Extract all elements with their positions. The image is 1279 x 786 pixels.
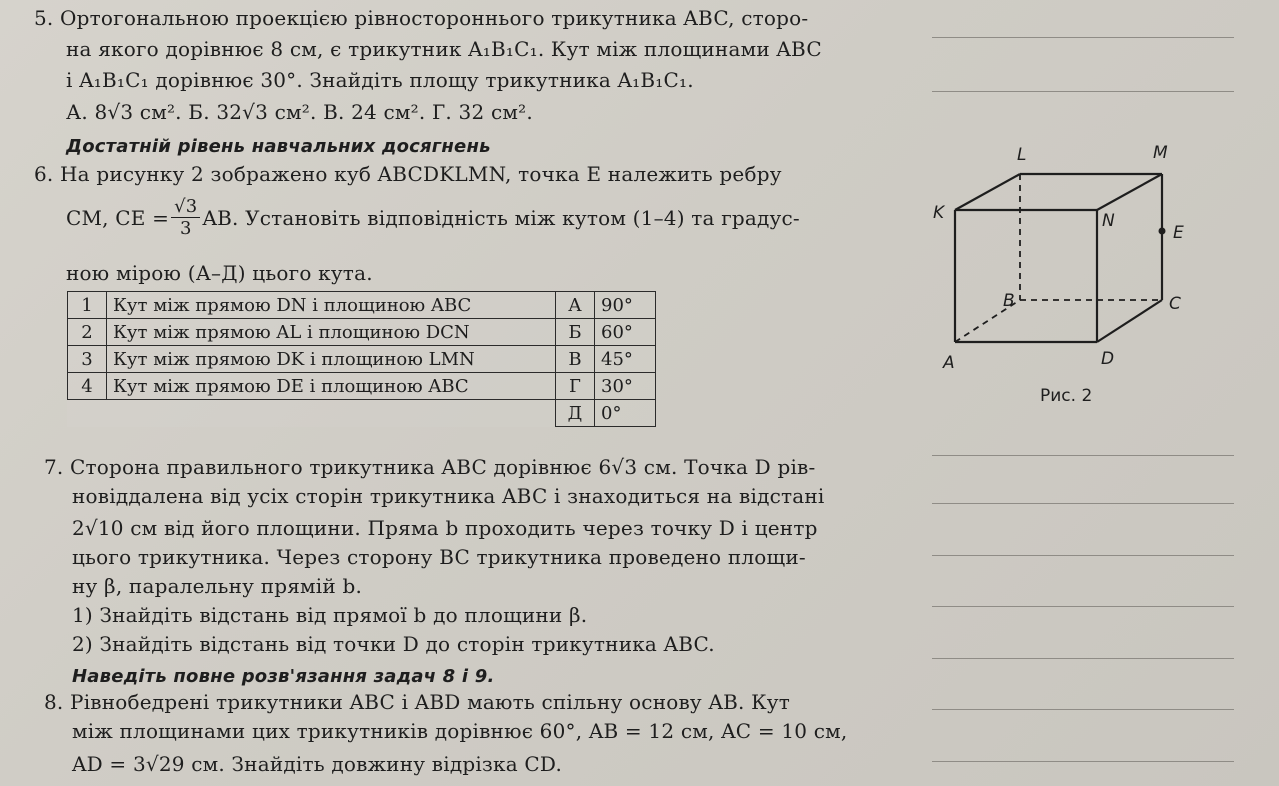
task6-line2-pre: CM, CE = xyxy=(66,205,170,230)
label-L: L xyxy=(1017,145,1027,165)
task5-answers: А. 8√3 см². Б. 32√3 см². В. 24 см². Г. 32 см². xyxy=(66,100,533,124)
question-cell: Кут між прямою DK і площиною LMN xyxy=(107,346,556,373)
edge-KL xyxy=(955,174,1020,210)
answer-value-cell: 30° xyxy=(595,373,656,400)
task7-line7: 2) Знайдіть відстань від точки D до сторін трикутника ABC. xyxy=(72,632,715,656)
question-cell: Кут між прямою DE і площиною ABC xyxy=(107,373,556,400)
ce-fraction xyxy=(171,196,200,239)
task7-line6: 1) Знайдіть відстань від прямої b до площини β. xyxy=(72,603,588,627)
answer-rule xyxy=(932,761,1234,762)
answer-rule xyxy=(932,606,1234,607)
task6-line2-post: AB. Установіть відповідність між кутом (1–4) та градус- xyxy=(202,205,800,230)
task8-line2: між площинами цих трикутників дорівнює 60°, AB = 12 см, AC = 10 см, xyxy=(72,719,848,743)
table-row xyxy=(68,292,656,319)
label-E: E xyxy=(1173,223,1184,243)
question-cell xyxy=(107,400,556,427)
label-D: D xyxy=(1101,349,1115,369)
label-M: M xyxy=(1153,143,1168,163)
task6-line1: 6. На рисунку 2 зображено куб ABCDKLMN, точка E належить ребру xyxy=(34,162,782,186)
cube-figure xyxy=(925,138,1225,418)
table-row xyxy=(68,319,656,346)
table-row xyxy=(68,346,656,373)
task6-line3: ною мірою (А–Д) цього кута. xyxy=(66,261,373,285)
task7-line2: новіддалена від усіх сторін трикутника ABC і знаходиться на відстані xyxy=(72,484,825,508)
question-cell: Кут між прямою AL і площиною DCN xyxy=(107,319,556,346)
task8-line1: 8. Рівнобедрені трикутники ABC і ABD мають спільну основу AB. Кут xyxy=(44,690,791,714)
label-K: K xyxy=(933,203,945,223)
table-row xyxy=(68,400,656,427)
point-E xyxy=(1159,228,1166,235)
table-row xyxy=(68,373,656,400)
row-number-cell: 3 xyxy=(68,346,107,373)
answer-rule xyxy=(932,91,1234,92)
answer-rule xyxy=(932,503,1234,504)
answer-rule xyxy=(932,658,1234,659)
label-B: B xyxy=(1003,291,1015,311)
level-heading: Достатній рівень навчальних досягнень xyxy=(66,136,491,157)
answer-letter-cell: Г xyxy=(556,373,595,400)
label-A: A xyxy=(943,353,955,373)
answer-value-cell: 90° xyxy=(595,292,656,319)
fraction-numerator: √3 xyxy=(171,196,200,218)
task5-line2: на якого дорівнює 8 см, є трикутник A₁B₁C₁. Кут між площинами ABC xyxy=(66,37,822,61)
fraction-denominator: 3 xyxy=(179,218,192,239)
answer-letter-cell: В xyxy=(556,346,595,373)
answer-letter-cell: Д xyxy=(556,400,595,427)
answer-letter-cell: Б xyxy=(556,319,595,346)
matching-table xyxy=(67,291,656,427)
answer-value-cell: 60° xyxy=(595,319,656,346)
row-number-cell: 2 xyxy=(68,319,107,346)
answer-rule xyxy=(932,37,1234,38)
task8-line3: AD = 3√29 см. Знайдіть довжину відрізка CD. xyxy=(72,752,563,776)
task7-line4: цього трикутника. Через сторону BC трикутника проведено площи- xyxy=(72,545,806,569)
figure-caption: Рис. 2 xyxy=(1040,386,1093,406)
task6-line2 xyxy=(66,196,800,239)
label-N: N xyxy=(1102,211,1115,231)
task7-line3: 2√10 см від його площини. Пряма b проходить через точку D і центр xyxy=(72,516,818,540)
answer-rule xyxy=(932,709,1234,710)
instruction: Наведіть повне розв'язання задач 8 і 9. xyxy=(72,666,495,687)
row-number-cell: 1 xyxy=(68,292,107,319)
row-number-cell: 4 xyxy=(68,373,107,400)
answer-letter-cell: А xyxy=(556,292,595,319)
answer-value-cell: 0° xyxy=(595,400,656,427)
label-C: C xyxy=(1169,294,1181,314)
edge-NM xyxy=(1097,174,1162,210)
task7-line5: ну β, паралельну прямій b. xyxy=(72,574,363,598)
question-cell: Кут між прямою DN і площиною ABC xyxy=(107,292,556,319)
task5-line1: 5. Ортогональною проекцією рівностороннього трикутника ABC, сторо- xyxy=(34,6,809,30)
row-number-cell xyxy=(68,400,107,427)
task5-line3: і A₁B₁C₁ дорівнює 30°. Знайдіть площу трикутника A₁B₁C₁. xyxy=(66,68,694,92)
edge-DC xyxy=(1097,300,1162,342)
answer-rule xyxy=(932,455,1234,456)
task7-line1: 7. Сторона правильного трикутника ABC дорівнює 6√3 см. Точка D рів- xyxy=(44,455,816,479)
answer-value-cell: 45° xyxy=(595,346,656,373)
answer-rule xyxy=(932,555,1234,556)
